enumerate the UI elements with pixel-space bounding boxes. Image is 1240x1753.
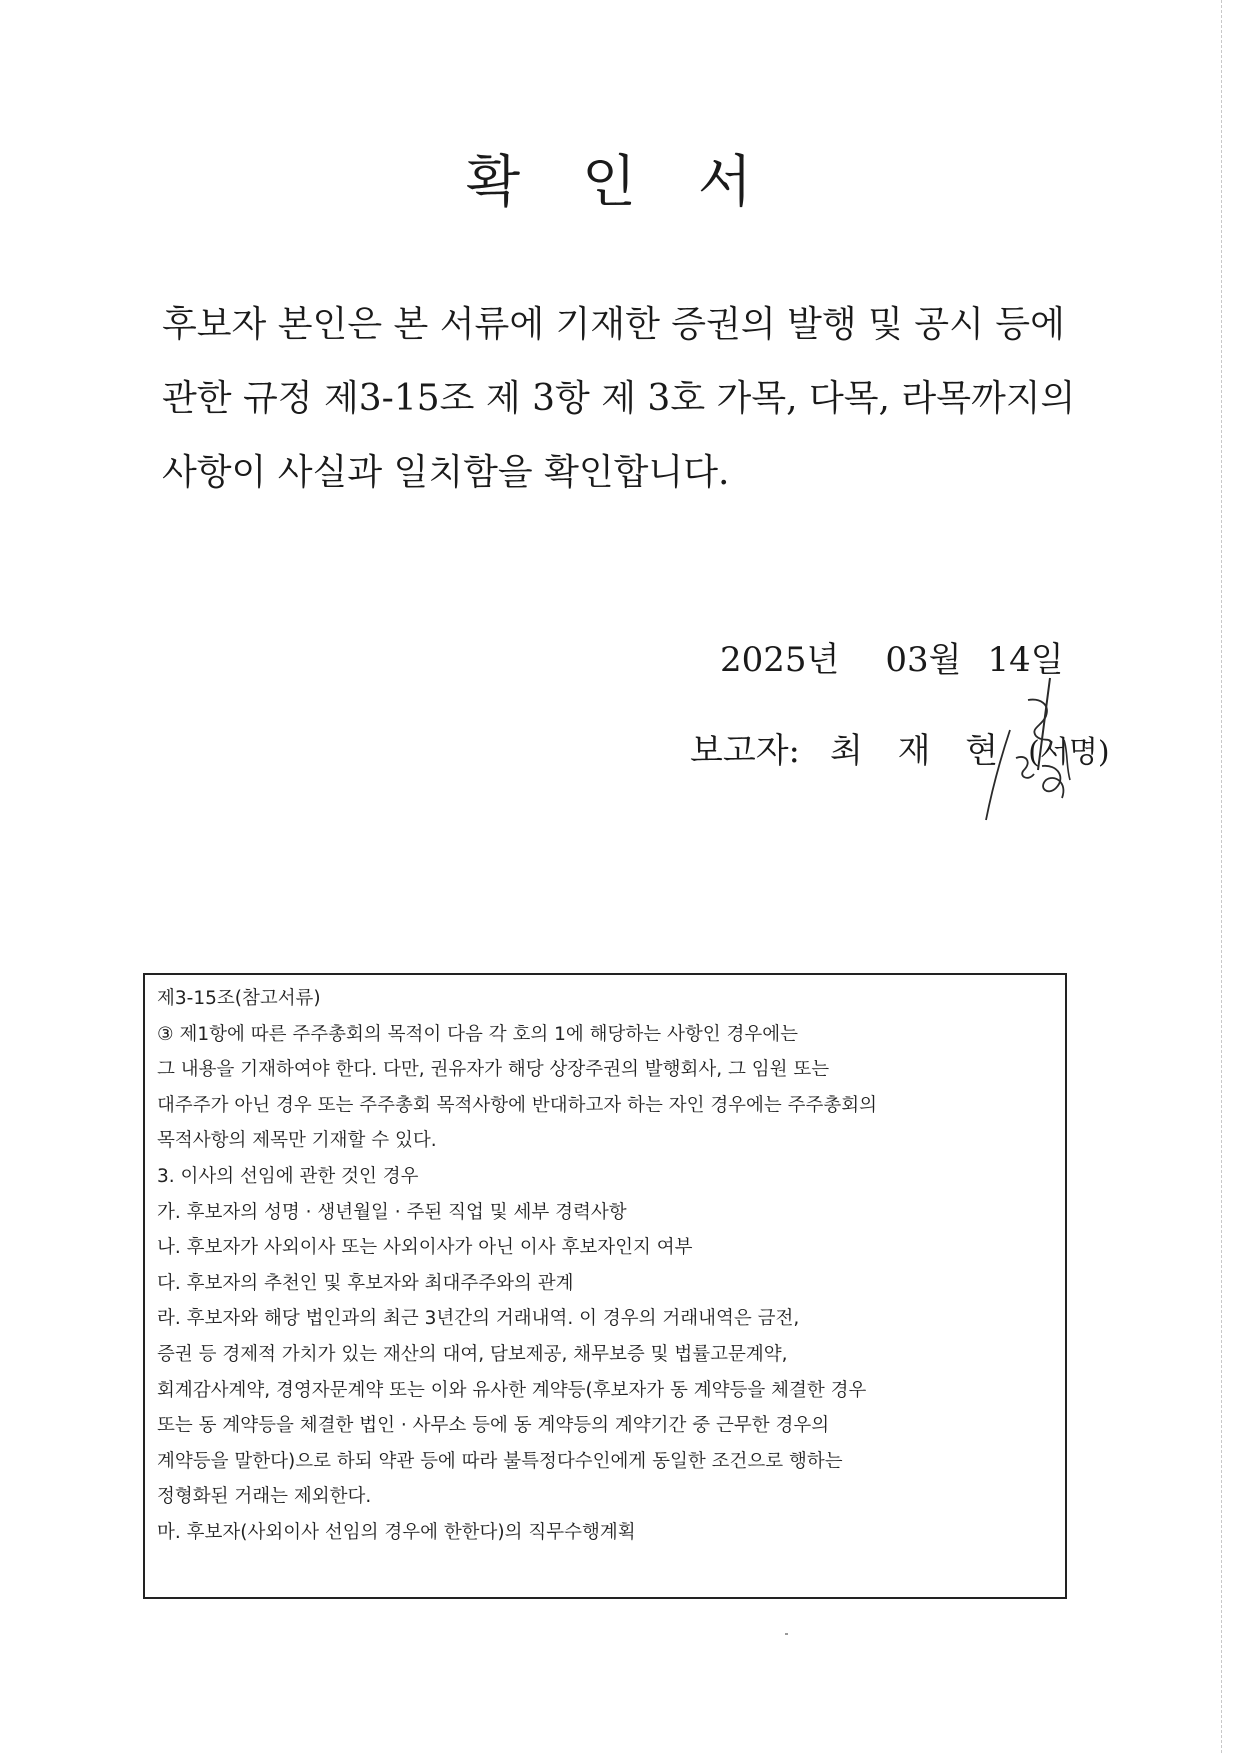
statement-line-2: 관한 규정 제3-15조 제 3항 제 3호 가목, 다목, 라목까지의 [162, 378, 1076, 419]
statement-line-3: 사항이 사실과 일치함을 확인합니다. [162, 452, 730, 493]
signature-placeholder: (서명) [1028, 735, 1110, 770]
date-day: 14일 [987, 640, 1064, 680]
ref-line: 대주주가 아닌 경우 또는 주주총회 목적사항에 반대하고자 하는 자인 경우에는 주주총회의 [157, 1094, 878, 1116]
reference-regulation-box [143, 973, 1067, 1599]
ref-line: 3. 이사의 선임에 관한 것인 경우 [157, 1165, 419, 1187]
scan-edge-line [1221, 0, 1222, 1753]
ref-line: 그 내용을 기재하여야 한다. 다만, 권유자가 해당 상장주권의 발행회사, 그 임원 또는 [157, 1059, 830, 1081]
ref-line: 다. 후보자의 추천인 및 후보자와 최대주주와의 관계 [157, 1272, 574, 1294]
handwritten-signature [980, 670, 1090, 830]
date-month: 03월 [885, 640, 962, 680]
ref-line: 마. 후보자(사외이사 선임의 경우에 한한다)의 직무수행계획 [157, 1521, 636, 1543]
ref-line: 라. 후보자와 해당 법인과의 최근 3년간의 거래내역. 이 경우의 거래내역은 금전, [157, 1308, 800, 1330]
statement-line-1: 후보자 본인은 본 서류에 기재한 증권의 발행 및 공시 등에 [162, 304, 1065, 345]
ref-line: 또는 동 계약등을 체결한 법인 · 사무소 등에 동 계약등의 계약기간 중 근무한 경우의 [157, 1415, 830, 1437]
reporter-name: 최 재 현 [830, 731, 1011, 771]
date-year: 2025년 [720, 640, 840, 680]
confirmation-statement [162, 288, 1082, 510]
ref-line: 계약등을 말한다)으로 하되 약관 등에 따라 불특정다수인에게 동일한 조건으로 행하는 [157, 1450, 843, 1472]
scan-speck [785, 1633, 788, 1635]
reporter-label: 보고자: [690, 731, 800, 771]
ref-line: 증권 등 경제적 가치가 있는 재산의 대여, 담보제공, 채무보증 및 법률고문계약, [157, 1343, 788, 1365]
ref-line: ③ 제1항에 따른 주주총회의 목적이 다음 각 호의 1에 해당하는 사항인 경우에는 [157, 1023, 798, 1045]
document-title: 확 인 서 [466, 150, 774, 215]
ref-line: 가. 후보자의 성명 · 생년월일 · 주된 직업 및 세부 경력사항 [157, 1201, 627, 1223]
ref-line: 회계감사계약, 경영자문계약 또는 이와 유사한 계약등(후보자가 동 계약등을 체결한 경우 [157, 1379, 867, 1401]
ref-line: 제3-15조(참고서류) [157, 988, 321, 1009]
ref-line: 목적사항의 제목만 기재할 수 있다. [157, 1130, 437, 1152]
ref-line: 나. 후보자가 사외이사 또는 사외이사가 아닌 이사 후보자인지 여부 [157, 1237, 693, 1259]
ref-line: 정형화된 거래는 제외한다. [157, 1486, 372, 1508]
